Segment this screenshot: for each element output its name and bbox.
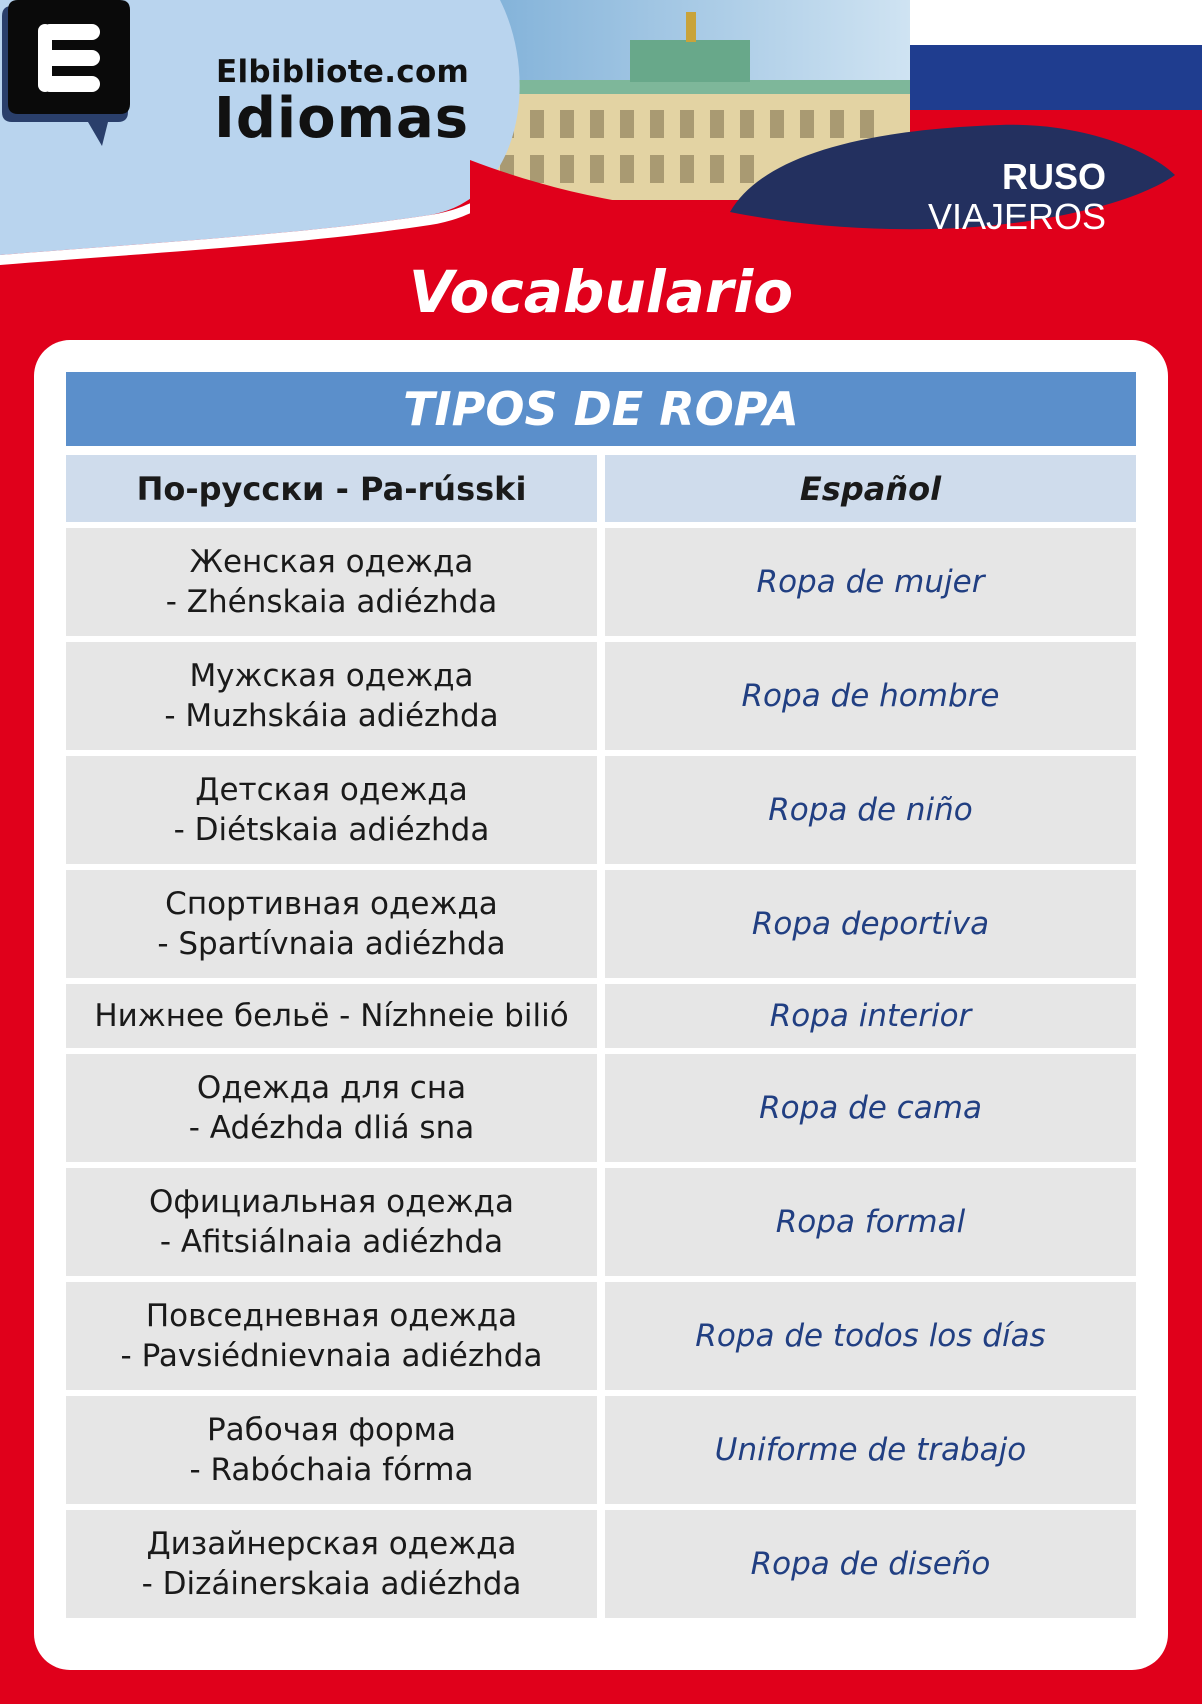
table-cell-spanish: Ropa de niño xyxy=(605,756,1136,864)
brand-site: Elbibliote.com xyxy=(216,54,470,90)
table-cell-russian: Дизайнерская одежда - Dizáinerskaia adiézhda xyxy=(66,1510,597,1618)
table-cell-spanish: Uniforme de trabajo xyxy=(605,1396,1136,1504)
table-cell-spanish: Ropa formal xyxy=(605,1168,1136,1276)
level-label: VIAJEROS xyxy=(927,196,1106,237)
table-cell-russian: Рабочая форма - Rabóchaia fórma xyxy=(66,1396,597,1504)
table-cell-russian: Официальная одежда - Afitsiálnaia adiézhda xyxy=(66,1168,597,1276)
table-cell-spanish: Ropa interior xyxy=(605,984,1136,1048)
vocabulary-table xyxy=(66,455,1136,1624)
column-header-spanish: Español xyxy=(605,455,1136,522)
header-banner xyxy=(0,0,1202,275)
table-cell-russian: Женская одежда - Zhénskaia adiézhda xyxy=(66,528,597,636)
language-label: RUSO xyxy=(1001,156,1106,197)
table-cell-russian: Одежда для сна - Adézhda dliá sna xyxy=(66,1054,597,1162)
section-title: Vocabulario xyxy=(408,258,794,326)
table-title: TIPOS DE ROPA xyxy=(66,372,1136,446)
table-cell-russian: Повседневная одежда - Pavsiédnievnaia adiézhda xyxy=(66,1282,597,1390)
table-cell-spanish: Ropa de cama xyxy=(605,1054,1136,1162)
table-cell-spanish: Ropa de todos los días xyxy=(605,1282,1136,1390)
table-cell-russian: Спортивная одежда - Spartívnaia adiézhda xyxy=(66,870,597,978)
table-cell-russian: Детская одежда - Diétskaia adiézhda xyxy=(66,756,597,864)
column-header-russian: По-русски - Pa-rússki xyxy=(66,455,597,522)
brand-name: Idiomas xyxy=(214,86,470,151)
table-cell-russian: Мужская одежда - Muzhskáia adiézhda xyxy=(66,642,597,750)
book-logo-icon xyxy=(0,0,130,150)
table-cell-russian: Нижнее бельё - Nízhneie bilió xyxy=(66,984,597,1048)
table-cell-spanish: Ropa de diseño xyxy=(605,1510,1136,1618)
table-cell-spanish: Ropa de hombre xyxy=(605,642,1136,750)
table-cell-spanish: Ropa deportiva xyxy=(605,870,1136,978)
table-cell-spanish: Ropa de mujer xyxy=(605,528,1136,636)
